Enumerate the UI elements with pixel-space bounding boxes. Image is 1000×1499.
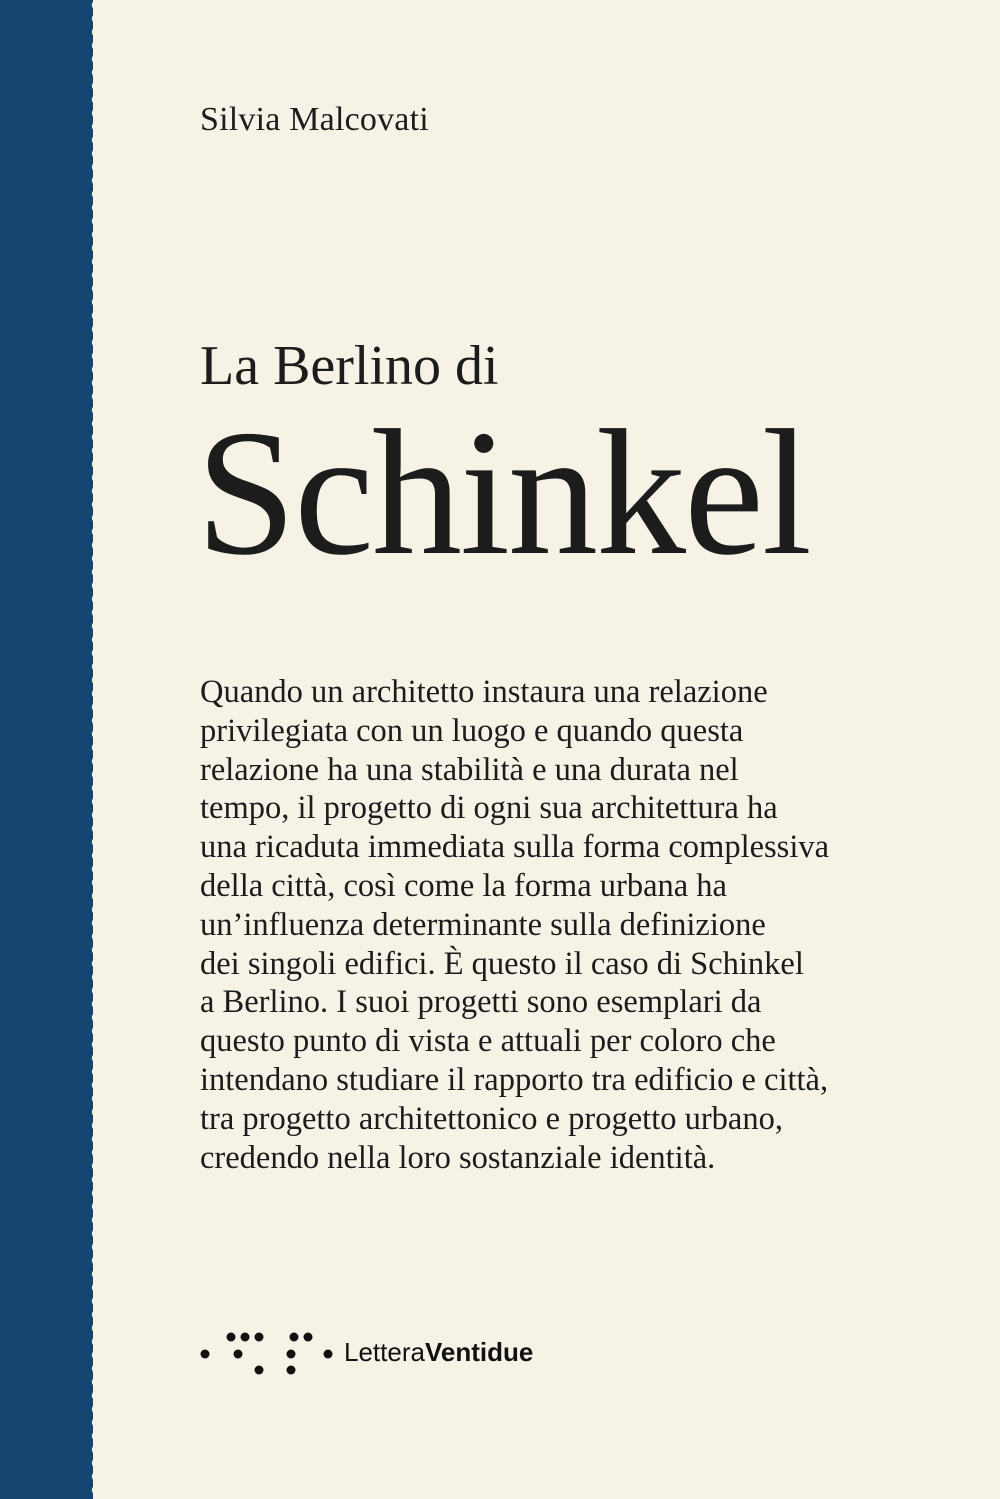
blurb-line: relazione ha una stabilità e una durata nel <box>200 751 739 788</box>
perforation-dot <box>92 1309 100 1319</box>
perforation-dot <box>92 54 100 64</box>
perforation-dot <box>92 972 100 982</box>
perforation-dot <box>92 513 100 523</box>
perforation-dot <box>92 756 100 766</box>
perforation-dot <box>92 13 100 23</box>
perforation-dot <box>92 553 100 563</box>
perforation-dot <box>92 67 100 77</box>
perforation-dot <box>92 148 100 158</box>
blurb-line: della città, così come la forma urbana ha <box>200 867 727 904</box>
perforation-dot <box>92 445 100 455</box>
perforation-dot <box>92 688 100 698</box>
perforation-dot <box>92 189 100 199</box>
perforation-dot <box>92 648 100 658</box>
perforation-dot <box>92 1336 100 1346</box>
perforation-dot <box>92 432 100 442</box>
perforation-dot <box>92 391 100 401</box>
perforation-dot <box>92 297 100 307</box>
perforation-dot <box>92 337 100 347</box>
perforation-dot <box>92 945 100 955</box>
perforation-dot <box>92 1147 100 1157</box>
blurb-line: tra progetto architettonico e progetto urbano, <box>200 1100 783 1137</box>
blurb-line: tempo, il progetto di ogni sua architettura ha <box>200 790 778 827</box>
perforation-dot <box>92 1404 100 1414</box>
perforation-dot <box>92 999 100 1009</box>
blurb-line: un’influenza determinante sulla definizione <box>200 906 766 943</box>
perforation-dot <box>92 594 100 604</box>
perforation-dot <box>92 864 100 874</box>
perforation-dot <box>92 1296 100 1306</box>
perforation-dot <box>92 378 100 388</box>
perforation-dot <box>92 1093 100 1103</box>
perforation-dot <box>92 1269 100 1279</box>
perforation-dot <box>92 1431 100 1441</box>
author-name: Silvia Malcovati <box>200 101 429 138</box>
perforated-edge-stripe <box>0 0 100 1499</box>
perforation-dot <box>92 742 100 752</box>
perforation-dot <box>92 486 100 496</box>
publisher-name-bold: Ventidue <box>424 1337 534 1367</box>
perforation-dot <box>92 40 100 50</box>
perforation-dot <box>92 1134 100 1144</box>
perforation-dot <box>92 931 100 941</box>
dot-pattern-logo-icon <box>198 1326 338 1376</box>
perforation-dot <box>92 877 100 887</box>
publisher-name <box>344 1336 533 1368</box>
perforation-dot <box>92 1161 100 1171</box>
perforation-dot <box>92 1363 100 1373</box>
perforation-dot <box>92 418 100 428</box>
perforation-dot <box>92 472 100 482</box>
cover-blurb <box>200 673 920 1177</box>
perforation-dot <box>92 1188 100 1198</box>
perforation-dot <box>92 364 100 374</box>
perforation-dot <box>92 769 100 779</box>
perforation-dot <box>92 702 100 712</box>
perforation-dot <box>92 1228 100 1238</box>
perforation-dot <box>92 729 100 739</box>
perforation-dot <box>92 270 100 280</box>
perforation-dot <box>92 1201 100 1211</box>
perforation-dot <box>92 135 100 145</box>
perforation-dot <box>92 1080 100 1090</box>
perforation-dot <box>92 715 100 725</box>
perforation-dot <box>92 1107 100 1117</box>
perforation-dot <box>92 661 100 671</box>
perforation-dot <box>92 810 100 820</box>
perforation-dot <box>92 796 100 806</box>
perforation-dot <box>92 891 100 901</box>
perforation-dot <box>92 1120 100 1130</box>
perforation-dot <box>92 351 100 361</box>
blurb-line: una ricaduta immediata sulla forma complessiva <box>200 829 830 866</box>
perforation-dot <box>92 675 100 685</box>
blurb-line: dei singoli edifici. È questo il caso di Schinkel <box>200 945 804 982</box>
perforation-dot <box>92 621 100 631</box>
blurb-line: Quando un architetto instaura una relazione <box>200 674 768 710</box>
perforation-dot <box>92 580 100 590</box>
perforation-dot <box>92 526 100 536</box>
perforation-dot <box>92 499 100 509</box>
blurb-line: credendo nella loro sostanziale identità. <box>200 1139 716 1176</box>
perforation-dot <box>92 108 100 118</box>
perforation-dot <box>92 1282 100 1292</box>
perforation-dot <box>92 837 100 847</box>
perforation-dot <box>92 229 100 239</box>
perforation-dot <box>92 1350 100 1360</box>
blurb-line: privilegiata con un luogo e quando questa <box>200 712 744 749</box>
perforation-dot <box>92 175 100 185</box>
perforation-dot <box>92 121 100 131</box>
book-title: Schinkel <box>196 393 810 592</box>
perforation-dot <box>92 958 100 968</box>
perforation-dot <box>92 918 100 928</box>
perforation-dot <box>92 310 100 320</box>
perforation-dot <box>92 634 100 644</box>
perforation-dot <box>92 1174 100 1184</box>
publisher-name-regular: Lettera <box>344 1337 425 1367</box>
perforation-dot <box>92 256 100 266</box>
perforation-dot <box>92 567 100 577</box>
perforation-dot <box>92 94 100 104</box>
perforation-dot <box>92 1012 100 1022</box>
publisher-logo <box>198 1326 558 1376</box>
perforation-dot <box>92 1242 100 1252</box>
perforation-dot <box>92 1323 100 1333</box>
perforation-dot <box>92 283 100 293</box>
perforation-dot <box>92 1485 100 1495</box>
perforation-dot <box>92 162 100 172</box>
perforation-dot <box>92 243 100 253</box>
perforation-dot <box>92 904 100 914</box>
cover-spine-band <box>0 0 100 1499</box>
book-pretitle: La Berlino di <box>200 335 499 397</box>
perforation-dot <box>92 1444 100 1454</box>
perforation-dot <box>92 1471 100 1481</box>
perforation-dot <box>92 1255 100 1265</box>
perforation-dot <box>92 1053 100 1063</box>
perforation-dot <box>92 783 100 793</box>
perforation-dot <box>92 540 100 550</box>
perforation-dot <box>92 405 100 415</box>
perforation-dot <box>92 1458 100 1468</box>
blurb-line: intendano studiare il rapporto tra edificio e città, <box>200 1061 829 1098</box>
perforation-dot <box>92 1417 100 1427</box>
perforation-dot <box>92 1377 100 1387</box>
perforation-dot <box>92 1066 100 1076</box>
perforation-dot <box>92 216 100 226</box>
perforation-dot <box>92 202 100 212</box>
perforation-dot <box>92 81 100 91</box>
perforation-dot <box>92 1039 100 1049</box>
perforation-dot <box>92 27 100 37</box>
perforation-dot <box>92 324 100 334</box>
perforation-dot <box>92 0 100 10</box>
perforation-dot <box>92 823 100 833</box>
blurb-line: a Berlino. I suoi progetti sono esemplari da <box>200 984 762 1021</box>
perforation-dot <box>92 1026 100 1036</box>
blurb-line: questo punto di vista e attuali per coloro che <box>200 1023 776 1060</box>
perforation-dot <box>92 459 100 469</box>
perforation-dot <box>92 985 100 995</box>
perforation-dot <box>92 1215 100 1225</box>
perforation-dot <box>92 607 100 617</box>
perforation-dot <box>92 1390 100 1400</box>
perforation-dot <box>92 850 100 860</box>
